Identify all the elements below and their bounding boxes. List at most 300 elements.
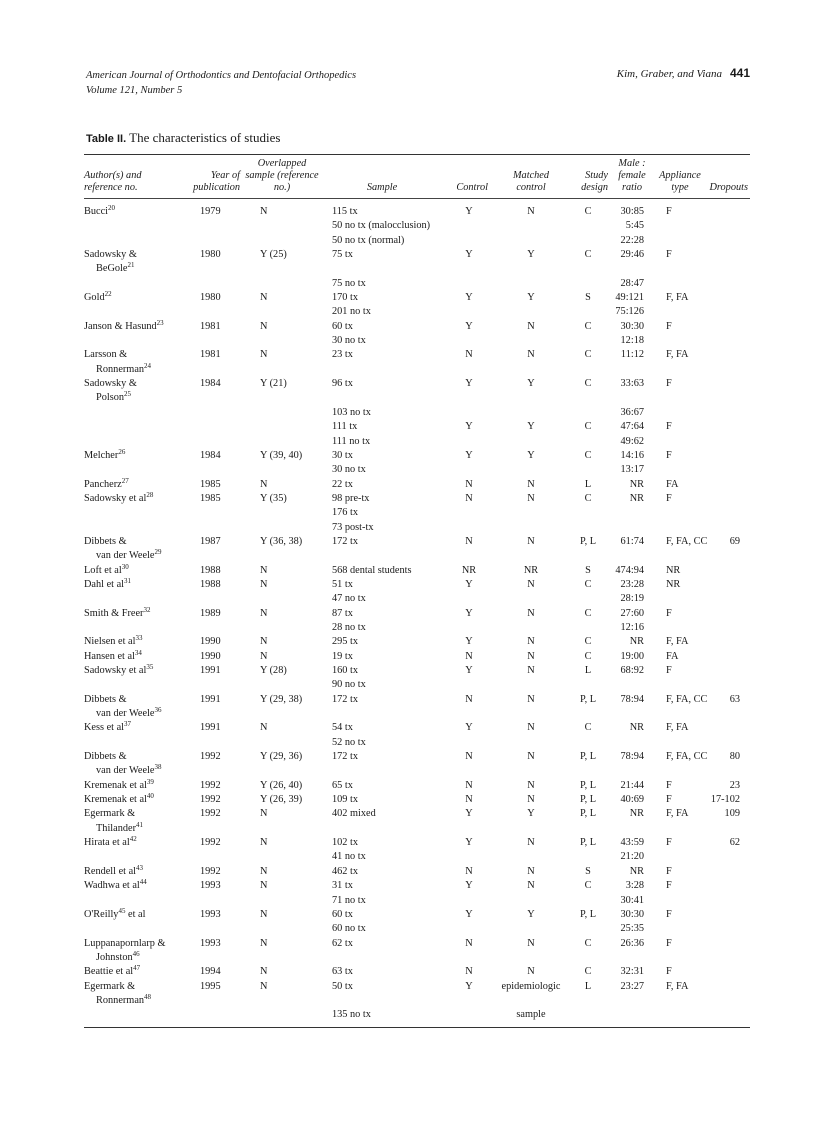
journal-header [86,68,356,98]
cell-design: C [584,880,592,892]
cell-ratio: 23:27 [620,980,644,992]
cell-sample: 109 tx [332,794,359,806]
table-row [84,320,750,334]
cell-design: C [584,349,592,361]
cell-author [84,937,184,966]
cell-control: N [465,779,473,791]
cell-matched: Y [527,908,535,920]
author-name: Loft et al [84,564,122,576]
table-row [84,937,750,966]
cell-design: P, L [579,535,597,547]
cell-design: C [584,492,592,504]
cell-design: C [584,722,592,734]
cell-year [184,219,242,233]
table-row [84,1008,750,1027]
cell-overlap: N [260,865,268,877]
cell-appliance: F [666,378,672,390]
cell-sample: 30 tx [332,449,353,461]
cell-matched: N [527,966,535,978]
cell-design [566,334,610,348]
cell-ratio: NR [629,478,644,490]
reference-number: 47 [133,964,141,973]
cell-ratio: 13:17 [620,464,644,476]
cell-overlap [242,521,322,535]
cell-matched: N [527,837,535,849]
cell-control: Y [465,665,473,676]
cell-appliance [654,305,706,319]
cell-sample: 295 tx [332,636,359,648]
cell-design: S [585,564,591,576]
cell-dropouts [706,592,750,606]
cell-author [84,894,184,908]
cell-matched: N [527,665,535,676]
cell-year [184,592,242,606]
cell-design [566,277,610,291]
cell-ratio [610,736,654,750]
cell-matched [496,894,566,908]
reference-number: 34 [134,648,142,657]
reference-number: 31 [124,576,132,585]
cell-author [84,234,184,248]
cell-overlap [242,922,322,936]
cell-overlap [242,406,322,420]
cell-appliance [654,621,706,635]
cell-control [442,305,496,319]
cell-design [566,463,610,477]
cell-author [84,621,184,635]
cell-year [184,506,242,520]
cell-dropouts [706,199,750,220]
cell-author [84,721,184,735]
cell-appliance: F, FA [666,722,689,734]
cell-sample: 23 tx [332,349,353,361]
cell-sample: 19 tx [332,650,353,662]
cell-overlap: N [260,837,268,849]
cell-matched: Y [527,449,535,461]
cell-design: P, L [579,908,597,920]
cell-sample: 172 tx [332,751,359,763]
cell-design [566,234,610,248]
cell-control: Y [465,320,473,332]
author-name-continued [84,262,182,276]
cell-matched: N [527,751,535,763]
cell-appliance: F [666,421,672,433]
cell-year: 1992 [200,751,221,763]
cell-dropouts [706,420,750,434]
cell-overlap: Y (29, 38) [260,693,303,705]
cell-overlap [242,736,322,750]
reference-number: 40 [146,792,154,801]
cell-dropouts [706,449,750,463]
cell-author [84,492,184,506]
table-row [84,248,750,277]
cell-author [84,291,184,305]
cell-matched: N [527,320,535,332]
cell-sample: 135 no tx [332,1009,371,1021]
table-row [84,678,750,692]
cell-matched: N [527,492,535,504]
cell-year: 1989 [200,607,221,619]
cell-matched [496,219,566,233]
cell-control [442,277,496,291]
cell-author [84,478,184,492]
cell-sample: 47 no tx [332,593,366,605]
page-number: 441 [729,66,750,80]
cell-overlap: N [260,937,268,949]
reference-number: 33 [135,634,143,643]
cell-year: 1991 [200,693,221,705]
cell-design: P, L [579,837,597,849]
cell-overlap: Y (39, 40) [260,449,303,461]
author-name: Beattie et al [84,966,134,978]
cell-sample: 50 no tx (malocclusion) [332,220,431,232]
cell-dropouts [706,635,750,649]
reference-number: 26 [118,447,126,456]
cell-control [442,850,496,864]
cell-dropouts: 63 [729,693,740,705]
cell-author [84,865,184,879]
cell-dropouts [706,377,750,406]
table-row [84,980,750,1009]
cell-sample: 51 tx [332,578,353,590]
cell-control [442,1008,496,1027]
cell-matched: N [527,722,535,734]
cell-design [566,678,610,692]
author-name: Larsson & [84,349,128,361]
cell-design: L [584,478,592,490]
cell-design: S [585,292,591,304]
author-name-line2: van der Weele [96,550,155,562]
cell-author [84,635,184,649]
table-header-row [84,155,750,199]
cell-sample: 50 no tx (normal) [332,234,405,246]
cell-overlap: N [260,908,268,920]
cell-appliance: F [666,837,672,849]
cell-overlap: N [260,292,268,304]
cell-overlap [242,1008,322,1027]
cell-appliance: F [666,908,672,920]
cell-overlap [242,305,322,319]
cell-control: N [465,349,473,361]
cell-year [184,678,242,692]
cell-ratio: 14:16 [620,449,644,461]
cell-dropouts [706,248,750,277]
cell-matched: N [527,478,535,490]
cell-appliance: F, FA, CC [666,693,708,705]
reference-number: 36 [154,706,162,715]
cell-dropouts [706,320,750,334]
cell-sample: 60 no tx [332,923,366,935]
cell-dropouts [706,879,750,893]
cell-sample: 50 tx [332,980,353,992]
table-row [84,879,750,893]
cell-year [184,621,242,635]
cell-ratio: 19:00 [620,650,644,662]
cell-sample: 87 tx [332,607,353,619]
cell-matched [496,277,566,291]
cell-overlap: Y (26, 40) [260,779,303,791]
reference-number: 38 [154,763,162,772]
author-name-continued [84,951,182,965]
cell-control: Y [465,636,473,648]
cell-design: C [584,206,592,217]
cell-control: Y [465,378,473,390]
cell-control: Y [465,980,473,992]
cell-dropouts [706,234,750,248]
cell-matched [496,850,566,864]
cell-control [442,736,496,750]
cell-ratio: 12:18 [620,335,644,347]
cell-overlap [242,435,322,449]
cell-appliance: F, FA [666,980,689,992]
cell-overlap: N [260,880,268,892]
table-row [84,463,750,477]
cell-author [84,219,184,233]
table-row [84,750,750,779]
author-name: Hirata et al [84,837,130,849]
col-header-author: Author(s) and reference no. [84,155,184,199]
cell-ratio: 75:126 [615,306,644,318]
table-row [84,535,750,564]
cell-matched: N [527,607,535,619]
table-row [84,650,750,664]
cell-appliance: F, FA [666,808,689,820]
cell-ratio: NR [629,492,644,504]
cell-overlap [242,234,322,248]
reference-number: 41 [136,820,144,829]
cell-overlap: N [260,722,268,734]
cell-year [184,463,242,477]
cell-dropouts [706,492,750,506]
author-name-line2: Ronnerman [96,363,145,375]
cell-author [84,348,184,377]
cell-year: 1992 [200,837,221,849]
table-row [84,607,750,621]
cell-matched [496,592,566,606]
cell-control: Y [465,908,473,920]
table-row [84,850,750,864]
cell-author [84,277,184,291]
cell-sample: 172 tx [332,535,359,547]
cell-design: P, L [579,808,597,820]
cell-matched [496,406,566,420]
author-suffix: et al [125,908,146,920]
reference-number: 20 [108,204,116,212]
cell-matched: sample [516,1009,546,1021]
cell-ratio: 78:94 [620,693,644,705]
cell-appliance: FA [666,650,679,662]
cell-ratio: 27:60 [620,607,644,619]
table-row [84,564,750,578]
cell-matched [496,334,566,348]
table-row [84,377,750,406]
cell-design: L [584,980,592,992]
cell-author [84,578,184,592]
cell-appliance: F, FA [666,636,689,648]
cell-sample: 160 tx [332,665,359,676]
cell-author [84,248,184,277]
cell-appliance: F [666,320,672,332]
table-row [84,721,750,735]
cell-control: Y [465,421,473,433]
cell-control: N [465,535,473,547]
cell-appliance [654,850,706,864]
cell-overlap: Y (21) [260,378,287,390]
cell-year [184,894,242,908]
col-header-year: Year of publication [184,155,242,199]
cell-overlap: N [260,607,268,619]
cell-matched: N [527,937,535,949]
author-name-line2: Thilander [96,822,137,834]
cell-matched: Y [527,249,535,261]
col-header-ratio: Male : female ratio [610,155,654,199]
reference-number: 32 [143,605,151,614]
cell-author [84,334,184,348]
table-row [84,664,750,678]
author-name: Dibbets & [84,693,127,705]
table-row [84,478,750,492]
cell-sample: 31 tx [332,880,353,892]
reference-number: 23 [156,318,164,327]
journal-volume: Volume 121, Number 5 [86,85,183,96]
author-name-line2: Johnston [96,951,133,963]
cell-author [84,463,184,477]
cell-dropouts [706,435,750,449]
cell-appliance: F [666,880,672,892]
cell-year: 1992 [200,808,221,820]
cell-appliance [654,219,706,233]
cell-ratio: 49:121 [615,292,644,304]
cell-sample: 90 no tx [332,679,366,691]
cell-ratio: 28:47 [620,277,644,289]
cell-author [84,664,184,678]
cell-ratio: 11:12 [620,349,644,361]
cell-author [84,908,184,922]
cell-control: Y [465,249,473,261]
cell-author [84,980,184,1009]
journal-title: American Journal of Orthodontics and Dentofacial Orthopedics [86,70,357,81]
cell-matched [496,621,566,635]
cell-year: 1990 [200,650,221,662]
cell-sample: 176 tx [332,507,359,519]
cell-overlap [242,506,322,520]
cell-year: 1988 [200,564,221,576]
cell-author [84,592,184,606]
cell-design: C [584,378,592,390]
cell-control: Y [465,292,473,304]
cell-author [84,650,184,664]
cell-year: 1991 [200,665,221,676]
cell-overlap: N [260,966,268,978]
cell-ratio [610,521,654,535]
cell-overlap [242,894,322,908]
cell-matched: NR [523,564,539,576]
author-name-line2: van der Weele [96,708,155,720]
cell-overlap: Y (26, 39) [260,794,303,806]
cell-ratio: 49:62 [620,435,644,447]
table-row [84,348,750,377]
cell-author [84,736,184,750]
author-name: Hansen et al [84,650,135,662]
cell-control [442,463,496,477]
cell-ratio: 3:28 [625,880,644,892]
cell-design: C [584,966,592,978]
cell-dropouts [706,736,750,750]
cell-dropouts [706,219,750,233]
cell-design [566,1008,610,1027]
cell-design: C [584,607,592,619]
cell-year [184,850,242,864]
cell-author [84,199,184,220]
cell-dropouts [706,478,750,492]
cell-appliance: F [666,449,672,461]
author-name: Dahl et al [84,578,125,590]
cell-year: 1987 [200,535,221,547]
author-name: Sadowsky et al [84,665,147,676]
cell-matched [496,305,566,319]
cell-ratio: 25:35 [620,923,644,935]
cell-sample: 75 no tx [332,277,366,289]
cell-year: 1992 [200,779,221,791]
author-name: Gold [84,292,105,304]
cell-year: 1985 [200,478,221,490]
author-name: Sadowsky et al [84,492,147,504]
author-name-line2: van der Weele [96,765,155,777]
cell-ratio: 61:74 [620,535,644,547]
cell-design: C [584,449,592,461]
author-name: Wadhwa et al [84,880,140,892]
cell-dropouts [706,305,750,319]
cell-sample: 60 tx [332,908,353,920]
reference-number: 27 [121,476,129,485]
table-row [84,793,750,807]
cell-dropouts [706,850,750,864]
table-row [84,521,750,535]
table-row [84,277,750,291]
cell-design [566,435,610,449]
cell-design: C [584,249,592,261]
cell-ratio: 22:28 [620,234,644,246]
cell-matched [496,922,566,936]
author-name: Janson & Hasund [84,320,157,332]
table-row [84,807,750,836]
cell-appliance: F [666,779,672,791]
cell-appliance: F, FA [666,349,689,361]
cell-matched: N [527,349,535,361]
cell-sample: 41 no tx [332,851,366,863]
cell-year: 1990 [200,636,221,648]
cell-control: Y [465,449,473,461]
cell-sample: 54 tx [332,722,353,734]
author-name: Smith & Freer [84,607,144,619]
cell-dropouts [706,937,750,966]
author-name-continued [84,994,182,1008]
cell-sample: 62 tx [332,937,353,949]
cell-dropouts [706,463,750,477]
cell-dropouts [706,291,750,305]
cell-matched: Y [527,808,535,820]
cell-appliance: F [666,492,672,504]
cell-appliance [654,463,706,477]
cell-control [442,894,496,908]
cell-ratio: 474:94 [615,564,644,576]
cell-appliance [654,277,706,291]
cell-design [566,850,610,864]
cell-design [566,219,610,233]
cell-ratio [610,678,654,692]
cell-appliance [654,521,706,535]
cell-matched: epidemiologic [501,980,561,992]
